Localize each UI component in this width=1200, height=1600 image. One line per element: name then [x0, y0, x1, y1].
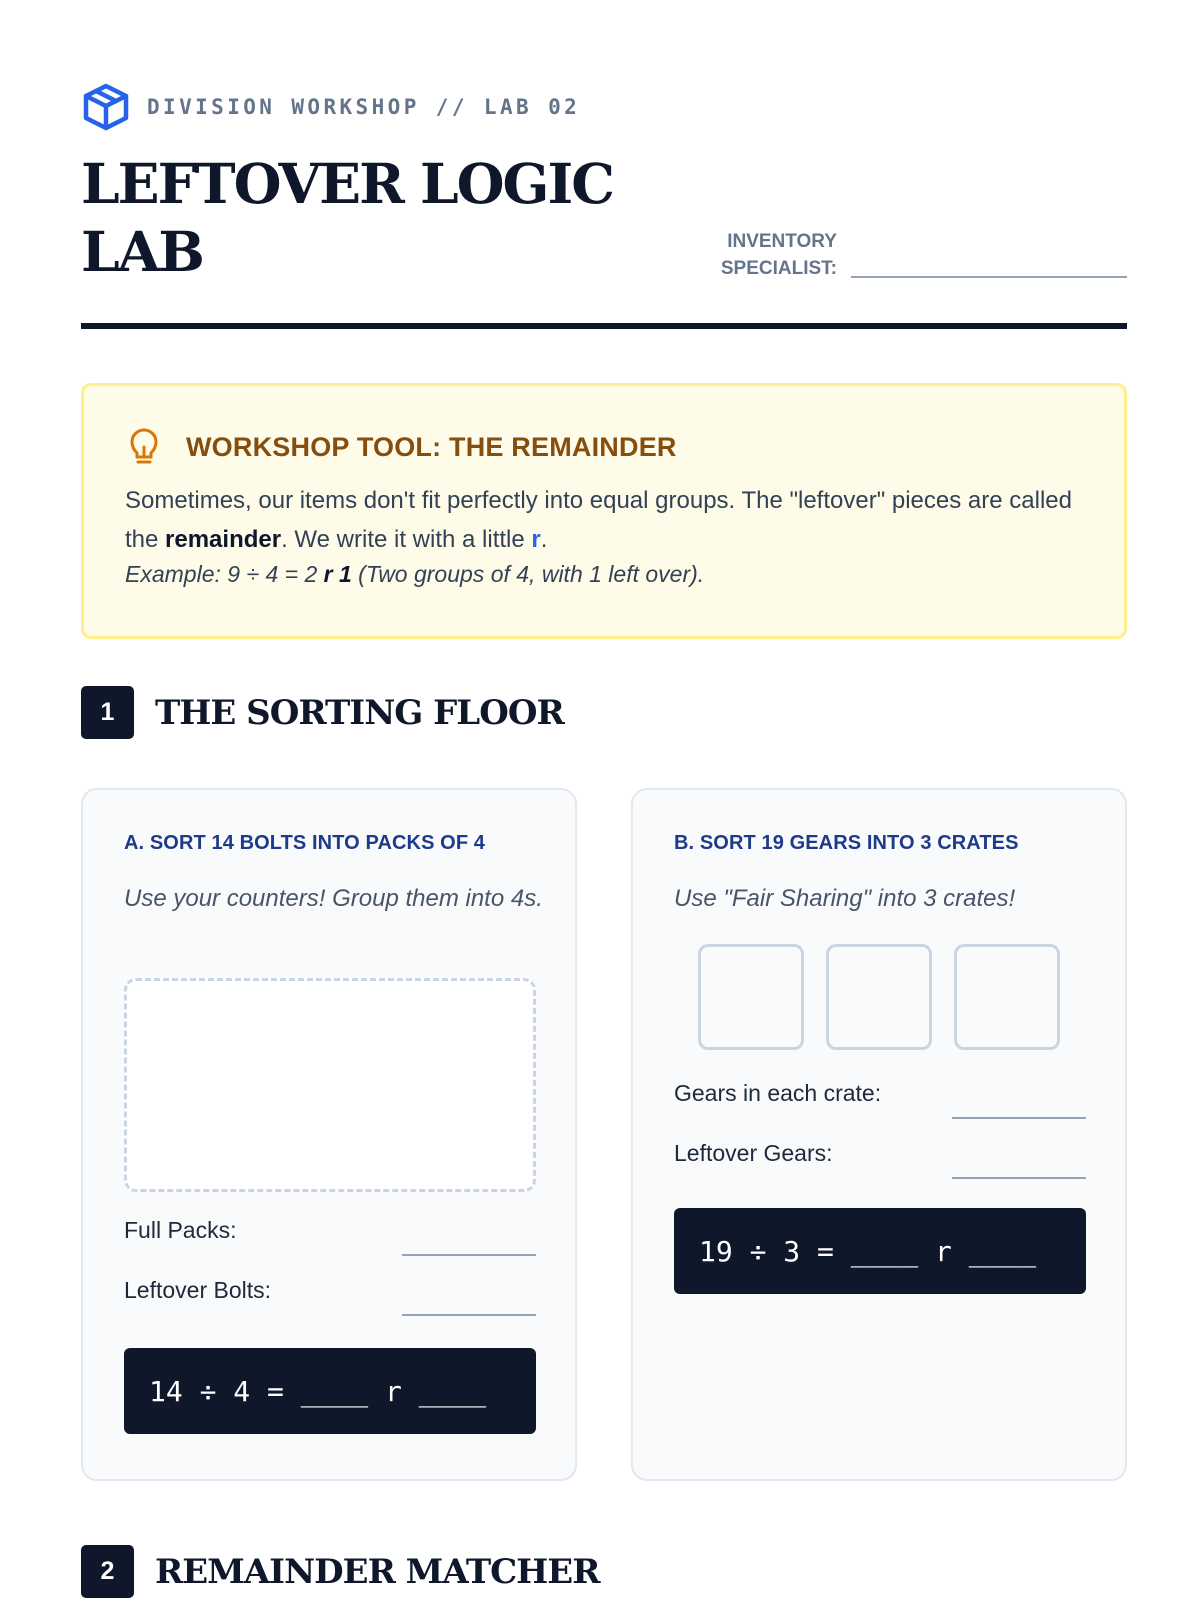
tip-box	[81, 383, 1127, 639]
page-title: LEFTOVER LOGIC LAB	[81, 151, 614, 284]
section-number-badge: 2	[81, 1545, 134, 1598]
example-text: (Two groups of 4, with 1 left over).	[351, 561, 705, 587]
card-title: B. SORT 19 GEARS INTO 3 CRATES	[674, 832, 1019, 854]
tip-header	[128, 427, 677, 467]
crate-box[interactable]	[954, 944, 1060, 1050]
tip-body	[125, 481, 1085, 559]
remainder-symbol: r	[531, 526, 541, 553]
equation-box[interactable]: 14 ÷ 4 = ____ r ____	[124, 1348, 536, 1434]
tip-keyword: remainder	[165, 526, 282, 553]
header-divider	[81, 323, 1127, 329]
field-label: Leftover Gears:	[674, 1140, 833, 1166]
leftover-bolts-field[interactable]	[124, 1277, 536, 1317]
box-icon	[81, 82, 131, 132]
tip-title: WORKSHOP TOOL: THE REMAINDER	[186, 431, 677, 462]
example-remainder: r 1	[323, 561, 352, 587]
card-title: A. SORT 14 BOLTS INTO PACKS OF 4	[124, 832, 486, 854]
crate-box[interactable]	[698, 944, 804, 1050]
gears-each-crate-field[interactable]	[674, 1080, 1086, 1120]
specialist-label: INVENTORY SPECIALIST:	[720, 231, 837, 279]
crate-row	[698, 944, 1082, 1050]
problem-card-a	[81, 788, 577, 1481]
tip-text: Sometimes, our items don't fit perfectly into equal groups. The "leftover" pieces are called the	[125, 487, 1072, 553]
section-title: THE SORTING FLOOR	[155, 692, 564, 733]
field-label: Leftover Bolts:	[124, 1277, 272, 1303]
section-number-badge: 1	[81, 686, 134, 739]
leftover-gears-field[interactable]	[674, 1140, 1086, 1180]
full-packs-field[interactable]	[124, 1217, 536, 1257]
answer-line[interactable]	[402, 1314, 536, 1316]
crate-box[interactable]	[826, 944, 932, 1050]
field-label: Gears in each crate:	[674, 1080, 882, 1106]
worksheet-page	[81, 0, 1127, 1600]
answer-line[interactable]	[952, 1117, 1086, 1119]
specialist-field[interactable]	[711, 228, 1127, 282]
lightbulb-icon	[128, 427, 160, 467]
tip-text: .	[540, 526, 548, 553]
section-1-header	[81, 686, 564, 739]
tip-text: . We write it with a little	[281, 526, 532, 553]
brand-label: DIVISION WORKSHOP // LAB 02	[147, 95, 581, 119]
counter-work-area[interactable]	[124, 978, 536, 1192]
problem-card-b	[631, 788, 1127, 1481]
section-2-header	[81, 1545, 599, 1598]
card-instruction: Use your counters! Group them into 4s.	[124, 885, 543, 912]
section-title: REMAINDER MATCHER	[155, 1551, 600, 1592]
brand-header	[81, 82, 580, 132]
example-text: Example: 9 ÷ 4 = 2	[125, 561, 324, 587]
equation-box[interactable]: 19 ÷ 3 = ____ r ____	[674, 1208, 1086, 1294]
specialist-name-line[interactable]	[851, 276, 1127, 278]
answer-line[interactable]	[402, 1254, 536, 1256]
answer-line[interactable]	[952, 1177, 1086, 1179]
tip-example	[125, 561, 704, 588]
card-instruction: Use "Fair Sharing" into 3 crates!	[674, 885, 1016, 912]
field-label: Full Packs:	[124, 1217, 237, 1243]
